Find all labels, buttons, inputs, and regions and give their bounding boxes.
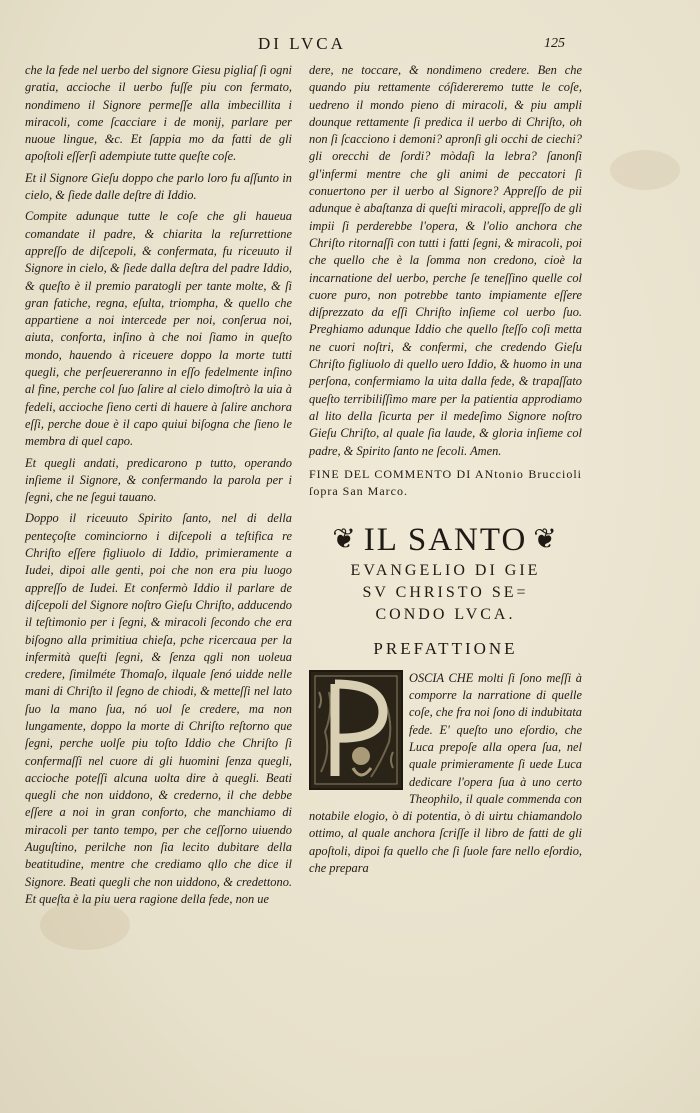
paragraph: Compite adunque tutte le coſe che gli haueua comandate il padre, & chiarita la reſurrettione appreſſo de diſcepoli, & confermata, fu riceuuto il Signore in cielo, & ſiede dalla deſtra del padre Iddio, & queſto è il premio paratogli per tante molte, & ſi gran fatiche, regna, eſulta, triompha, & quello che appartiene a noi intercede per noi, conſerua noi, aiuta, conforta, inſino à che noi ſiamo in queſto mondo, hauendo à riceuere doppo la morte tutti quegli, che perſeuereranno in eſſo fedelmente inſino al fine, perche col ſuo ſalire al cielo dimoſtrò la uia à fedeli, accioche ſieno certi di hauere à ſalire anchora eſſi, perche doue è il capo quiui biſogna che ſieno le membra di quel capo. xyxy=(25,209,292,449)
running-title: DI LVCA xyxy=(258,34,346,53)
title-line: CONDO LVCA. xyxy=(375,606,516,624)
section-heading: PREFATTIONE xyxy=(373,639,518,659)
title-line: SV CHRISTO SE= xyxy=(362,584,529,602)
book-title xyxy=(309,520,582,626)
right-column xyxy=(309,62,582,877)
preface-body xyxy=(309,670,582,878)
paragraph: dere, ne toccare, & nondimeno credere. Ben che quando piu rettamente cóſidereremo tutte le coſe, uedreno il mondo pieno di miracoli, & piu ampli dounque rettamente ſi predica il uerbo di Chriſto, oh non ſi ſcacciono i demoni? apronſi gli occhi de ciechi? gli orecchi de ſordi? mòdaſi la lebra? ſanonſi gl'infermi mentre che gli animi de peccatori ſi conuertono per il uerbo al Signore? Appreſſo de pii adunque è abaſtanza di queſti miracoli, appreſſo de gli impii ſi perderebbe l'opera, & l'olio anchora che Chriſto ritornaſſi con tutti i fatti ſegni, & miracoli, poi che quello che è la ſomma non credono, cioè la incarnatione del uerbo, perche ſe teneſſino quelle col cuore puro, non potrebbe tanto impiamente eſſere diſprezzato da eſſi Chriſto inſieme col uerbo ſuo. Preghiamo adunque Iddio che quello ſteſſo coſi metta ne cuori noſtri, & confermi, che credendo Gieſu Chriſto figliuolo di quello uero Iddio, & huomo in una perſona, confermiamo la uita dalla fede, & trapaſſato queſto terribiliſſimo mare per la patientia approdiamo al lito della ſicurta per il medeſimo Signore noſtro Gieſu Chriſto, al quale ſia laude, & gloria inſieme col padre, & Spirito ſanto ne ſecoli. Amen. xyxy=(309,63,582,458)
title-line-main xyxy=(309,520,582,560)
page-number: 125 xyxy=(544,36,565,51)
fleuron-icon: ❦ xyxy=(332,524,358,556)
paper-stain xyxy=(610,150,680,190)
paragraph: che la fede nel uerbo del signore Giesu pigliaſ ſi ogni gratia, accioche il uerbo fuſſe piu con fermato, nondimeno il Signore permeſſe alla imbecillita i miracoli, come ſcacciare i de monij, parlare per nuoue lingue, &c. Et ſappia mo da fatti de gli apoſtoli eſſerſi adempiute tutte queſte coſe. xyxy=(25,63,292,164)
title-line: EVANGELIO DI GIE xyxy=(350,562,541,580)
left-column xyxy=(25,62,292,908)
title-text: IL SANTO xyxy=(363,522,528,559)
paragraph: Et quegli andati, predicarono p tutto, operando inſieme il Signore, & confermando la parola per i ſegni, che ne ſegui tauano. xyxy=(25,455,292,505)
woodcut-initial-icon xyxy=(309,670,403,790)
preface-paragraph: OSCIA CHE molti ſi ſono meſſi à comporre la narratione di quelle coſe, che fra noi ſono di indubitata fede. E' queſto uno eſordio, che Luca prepoſe alla opera ſua, nel quale primieramente ſi uede Luca dedicare l'opera ſua à uno certo Theophilo, il quale commenda con notabile elogio, ò di potentia, ò di uirtu chiamandolo ottimo, al quale anchora ſcriſſe il libro de fatti de gli apoſtoli, dipoi fa quello che ſi ſuole fare nello eſordio, che prepara xyxy=(309,670,582,875)
running-head xyxy=(0,34,700,54)
paragraph: Doppo il riceuuto Spirito ſanto, nel di della penteçoſte cominciorno i diſcepoli a teſtifica re Chriſto eſſere figliuolo di Iddio, primieramente a Iudei, dipoi alle genti, poi che non era piu luogo appreſſo de Iudei. Et confermò Iddio il parlare de diſcepoli del Signore noſtro Gieſu Chriſto, adducendo il teſtimonio per i ſegni, & miracoli ſecondo che era biſogno alla primitiua chieſa, pche ricercaua per la infermità queſti ſegni, & ſenza qgli non uoleua credere, ſimilméte Thomaſo, ilquale ſenó uidde nelle mani di Chriſto il ſegno de chiodi, & metteſſi nel lato ſuo la mano ſua, nó uol ſe credere, ma non lungamente, doppo la morte di Chriſto reſtorno que ſegni, perche uolſe piu toſto Iddio che Chriſto ſi confermaſſi nel cuore di gli huomini ſenza quegli, accioche poteſſi alcuna uolta dire à quegli. Beati quegli che non uiddono, & crederno, il che debbe eſſere a noi in gran conforto, che manchiamo di miracoli per tanto tempo, per che ceſſorno uiuendo Auguſtino, perilche non ſia lecito dubitare della beatitudine, mentre che crediamo qllo che dice il Signore. Beati quegli che non uiddono, & credettono. Et queſta è la piu uera ragione della fede, non ue xyxy=(25,511,292,906)
end-note: FINE DEL COMMENTO DI ANtonio Bruccioli ſopra San Marco. xyxy=(309,466,582,499)
paragraph: Et il Signore Gieſu doppo che parlo loro fu aſſunto in cielo, & ſiede dalle deſtre di Iddio. xyxy=(25,170,292,203)
fleuron-icon: ❦ xyxy=(533,524,559,556)
